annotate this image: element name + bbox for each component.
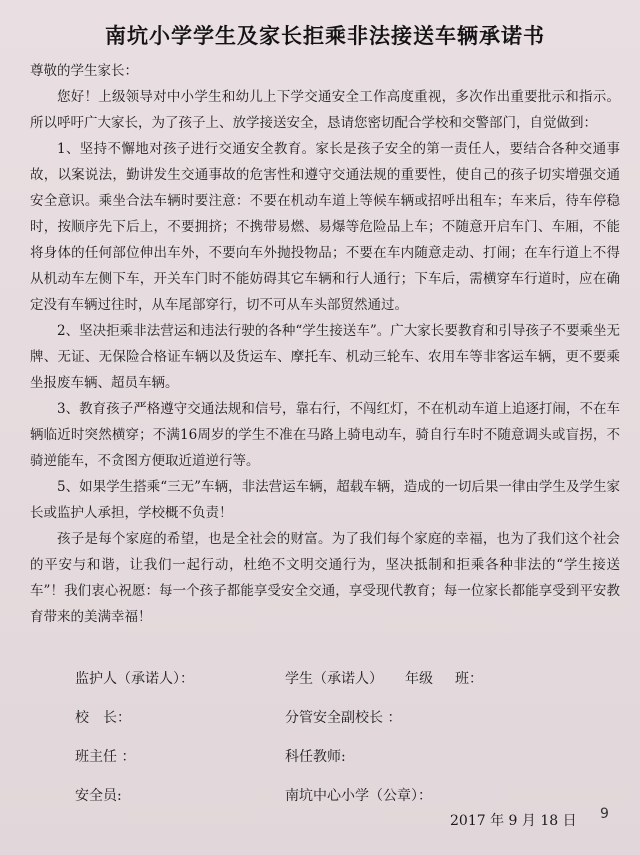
paragraph-item-5: 5、如果学生搭乘“三无”车辆，非法营运车辆，超载车辆，造成的一切后果一律由学生及学生家长或监护人承担，学校概不负责！	[30, 479, 620, 521]
paragraph-intro: 您好！上级领导对中小学生和幼儿上下学交通安全工作高度重视，多次作出重要批示和指示。所以呼吁广大家长，为了孩子上、放学接送安全，恳请您密切配合学校和交警部门，自觉做到：	[30, 89, 620, 131]
student-signature-label: 学生（承诺人）	[285, 671, 383, 687]
school-seal-label: 南坑中心小学（公章）：	[285, 788, 432, 804]
safety-officer-signature-label: 安全员:	[75, 788, 122, 804]
handwritten-corner-mark: 9	[600, 806, 609, 822]
head-teacher-signature-label: 班主任 ：	[75, 749, 136, 765]
guardian-signature-label: 监护人（承诺人）：	[75, 671, 194, 687]
vice-principal-signature-label: 分管安全副校长 ：	[285, 710, 402, 726]
paragraph-closing: 孩子是每个家庭的希望，也是全社会的财富。为了我们每个家庭的幸福，也为了我们这个社会的平安与和谐，让我们一起行动，杜绝不文明交通行为，坚决抵制和拒乘各种非法的“学生接送车”！我们衷心祝愿：每一个孩子都能享受安全交通，享受现代教育；每一位家长都能享受到平安教育带来的美满幸福！	[30, 531, 620, 625]
signature-row	[40, 699, 600, 738]
paragraph-item-2: 2、坚决拒乘非法营运和违法行驶的各种“学生接送车”。广大家长要教育和引导孩子不要乘坐无牌、无证、无保险合格证车辆以及货运车、摩托车、机动三轮车、农用车等非客运车辆，更不要乘坐报废车辆、超员车辆。	[30, 323, 620, 391]
signature-row	[40, 738, 600, 777]
document-date: 2017 年 9 月 18 日	[450, 813, 577, 829]
subject-teacher-signature-label: 科任教师:	[285, 749, 346, 765]
grade-label: 年级	[405, 671, 433, 687]
document-title: 南坑小学学生及家长拒乘非法接送车辆承诺书	[105, 23, 545, 48]
student-signature-group	[285, 668, 483, 688]
paragraph-item-3: 3、教育孩子严格遵守交通法规和信号，靠右行，不闯红灯，不在机动车道上追逐打闹，不在车辆临近时突然横穿；不满16周岁的学生不准在马路上骑电动车，骑自行车时不随意调头或盲拐，不骑逆能车，不贪图方便取近道逆行等。	[30, 401, 620, 469]
salutation: 尊敬的学生家长：	[30, 63, 138, 79]
class-label: 班：	[455, 671, 483, 687]
principal-signature-label: 校 长：	[75, 710, 131, 726]
paragraph-item-1: 1、坚持不懈地对孩子进行交通安全教育。家长是孩子安全的第一责任人，要结合各种交通事故，以案说法，勤讲发生交通事故的危害性和遵守交通法规的重要性，使自己的孩子切实增强交通安全意识。乘坐合法车辆时要注意：不要在机动车道上等候车辆或招呼出租车；车来后，待车停稳时，按顺序先下后上，不要拥挤；不携带易燃、易爆等危险品上车；不随意开启车门、车厢，不能将身体的任何部位伸出车外，不要向车外抛投物品；不要在车内随意走动、打闹；在车行道上不得从机动车左侧下车，开关车门时不能妨碍其它车辆和行人通行；下车后，需横穿车行道时，应在确定没有车辆过往时，从车尾部穿行，切不可从车头部贸然通过。	[30, 141, 620, 313]
signature-block	[40, 660, 600, 816]
signature-row	[40, 660, 600, 699]
